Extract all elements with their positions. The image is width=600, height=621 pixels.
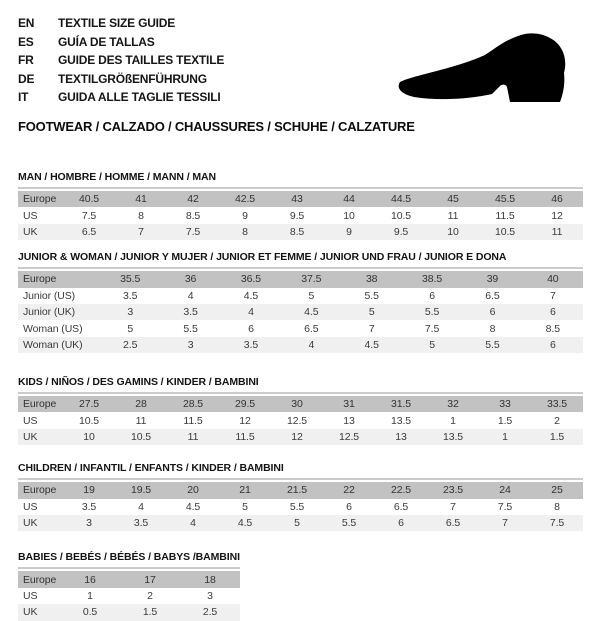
size-cell: 33.5 (546, 398, 568, 411)
size-table-junior-woman (18, 271, 583, 353)
row-label: Europe (23, 398, 57, 411)
size-cell: 11 (447, 209, 459, 222)
size-cell: 38 (365, 273, 378, 286)
size-cell: 39 (486, 273, 499, 286)
size-cell: 6.5 (81, 225, 97, 238)
size-cell: 7.5 (549, 517, 565, 530)
size-cell: 23.5 (442, 484, 464, 497)
size-cell: 21.5 (286, 484, 308, 497)
language-code: IT (18, 90, 29, 105)
size-cell: 12 (551, 209, 563, 222)
table-title-babies: BABIES / BEBÉS / BÉBÉS / BABYS /BAMBINI (18, 551, 240, 564)
size-row (18, 412, 583, 428)
size-cell: 5 (308, 289, 315, 302)
size-cell: 6.5 (393, 500, 409, 513)
size-cell: 28 (135, 398, 147, 411)
table-title-man: MAN / HOMBRE / HOMME / MANN / MAN (18, 170, 216, 183)
size-cell: 5.5 (424, 306, 440, 319)
size-cell: 13 (343, 414, 355, 427)
size-row (18, 588, 240, 604)
row-label: Europe (23, 193, 57, 206)
row-label: Junior (US) (23, 289, 75, 302)
size-cell: 10 (447, 225, 459, 238)
size-row (18, 320, 583, 336)
size-cell: 4 (248, 306, 254, 319)
size-cell: 10.5 (494, 225, 516, 238)
size-cell: 1 (502, 431, 508, 444)
size-cell: 6.5 (304, 322, 319, 335)
size-cell: 3 (86, 517, 92, 530)
size-cell: 4.5 (243, 289, 259, 302)
size-cell: 25 (551, 484, 563, 497)
size-cell: 44 (343, 193, 355, 206)
section-kids (18, 376, 583, 445)
size-cell: 41 (135, 193, 147, 206)
size-cell: 12.5 (286, 414, 308, 427)
size-cell: 11.5 (235, 431, 255, 444)
size-cell: 3.5 (183, 306, 198, 319)
section-babies (18, 551, 583, 620)
size-row (18, 515, 583, 531)
size-cell: 13.5 (390, 414, 412, 427)
row-label: Junior (UK) (23, 306, 75, 319)
size-cell: 10 (83, 431, 95, 444)
size-cell: 5 (368, 306, 375, 319)
size-cell: 6 (549, 306, 556, 319)
size-cell: 6 (429, 289, 435, 302)
row-label: US (23, 414, 38, 427)
language-label: TEXTILGRÖßENFÜHRUNG (58, 71, 207, 86)
size-cell: 36 (184, 273, 197, 286)
row-label: Europe (23, 273, 57, 286)
section-junior-woman (18, 251, 583, 353)
size-cell: 4 (190, 517, 196, 530)
size-cell: 3.5 (81, 500, 97, 513)
size-cell: 35.5 (120, 273, 141, 286)
size-cell: 1.5 (142, 606, 158, 619)
size-cell: 6 (398, 517, 404, 530)
size-cell: 43 (291, 193, 303, 206)
size-cell: 13.5 (442, 431, 464, 444)
section-man (18, 171, 583, 240)
size-table-man (18, 191, 583, 240)
size-cell: 2 (147, 590, 153, 603)
size-cell: 7 (549, 289, 556, 302)
table-top-rule (18, 392, 583, 394)
size-cell: 32 (447, 398, 459, 411)
size-cell: 7.5 (424, 322, 440, 335)
size-cell: 5.5 (289, 500, 305, 513)
size-cell: 11 (135, 414, 147, 427)
size-cell: 10.5 (130, 431, 152, 444)
size-cell: 3 (187, 338, 194, 351)
size-cell: 4 (308, 338, 315, 351)
size-row (18, 288, 583, 304)
size-cell: 4.5 (364, 338, 379, 351)
section-children (18, 462, 583, 531)
size-cell: 6 (346, 500, 352, 513)
size-cell: 6.5 (445, 517, 461, 530)
size-cell: 3.5 (243, 338, 259, 351)
size-cell: 11 (551, 225, 563, 238)
size-cell: 3 (127, 306, 134, 319)
size-row (18, 604, 240, 620)
size-cell: 3 (207, 590, 213, 603)
size-cell: 18 (204, 573, 216, 586)
row-label: Woman (US) (23, 322, 83, 335)
size-cell: 7 (502, 517, 508, 530)
size-cell: 46 (551, 193, 563, 206)
size-cell: 2 (554, 414, 560, 427)
size-cell: 27.5 (78, 398, 100, 411)
size-cell: 24 (499, 484, 511, 497)
size-cell: 2.5 (202, 606, 218, 619)
size-cell: 19 (83, 484, 95, 497)
size-cell: 7.5 (497, 500, 513, 513)
size-cell: 22 (343, 484, 355, 497)
size-cell: 22.5 (390, 484, 412, 497)
category-heading: FOOTWEAR / CALZADO / CHAUSSURES / SCHUHE / CALZATURE (18, 118, 415, 134)
language-code: DE (18, 71, 35, 86)
size-cell: 4 (187, 289, 194, 302)
size-cell: 1.5 (497, 414, 513, 427)
row-label: UK (23, 606, 38, 619)
size-cell: 5.5 (364, 289, 379, 302)
language-label: GUIDE DES TAILLES TEXTILE (58, 53, 225, 68)
size-cell: 36.5 (240, 273, 261, 286)
size-cell: 40 (547, 273, 559, 286)
table-title-children: CHILDREN / INFANTIL / ENFANTS / KINDER / BAMBINI (18, 462, 284, 475)
size-cell: 31 (343, 398, 355, 411)
size-cell: 9.5 (393, 225, 409, 238)
row-label: UK (23, 431, 38, 444)
row-label: UK (23, 517, 38, 530)
header-row (18, 482, 583, 498)
size-cell: 4 (138, 500, 144, 513)
size-cell: 9 (242, 209, 248, 222)
size-cell: 44.5 (390, 193, 412, 206)
size-cell: 7.5 (185, 225, 201, 238)
size-table-kids (18, 396, 583, 445)
size-cell: 12 (239, 414, 251, 427)
row-label: US (23, 500, 38, 513)
size-cell: 30 (291, 398, 303, 411)
header-row (18, 191, 583, 207)
size-cell: 11.5 (495, 209, 515, 222)
size-row (18, 304, 583, 320)
size-cell: 6.5 (485, 289, 500, 302)
row-label: US (23, 590, 38, 603)
size-cell: 7.5 (81, 209, 97, 222)
size-cell: 6 (549, 338, 556, 351)
size-cell: 10.5 (78, 414, 100, 427)
size-cell: 16 (84, 573, 96, 586)
size-cell: 28.5 (182, 398, 204, 411)
size-cell: 8.5 (545, 322, 560, 335)
size-cell: 4.5 (185, 500, 201, 513)
language-code: EN (18, 16, 35, 30)
size-cell: 19.5 (130, 484, 152, 497)
size-cell: 5 (242, 500, 248, 513)
size-cell: 11.5 (183, 414, 203, 427)
size-cell: 8 (138, 209, 144, 222)
table-top-rule (18, 478, 583, 480)
size-cell: 7 (368, 322, 375, 335)
header-row (18, 571, 240, 587)
language-code: ES (18, 34, 34, 49)
size-cell: 1.5 (549, 431, 565, 444)
size-cell: 42 (187, 193, 199, 206)
table-top-rule (18, 567, 240, 569)
header-row (18, 396, 583, 412)
size-cell: 12.5 (338, 431, 360, 444)
size-cell: 2.5 (123, 338, 138, 351)
size-cell: 9 (346, 225, 352, 238)
language-code: FR (18, 53, 34, 68)
size-cell: 21 (239, 484, 251, 497)
language-label: GUIDA ALLE TAGLIE TESSILI (58, 90, 221, 105)
size-cell: 5 (429, 338, 435, 351)
size-row (18, 207, 583, 223)
size-cell: 40.5 (78, 193, 100, 206)
size-cell: 5.5 (341, 517, 357, 530)
size-cell: 8 (242, 225, 248, 238)
table-top-rule (18, 187, 583, 189)
size-cell: 4.5 (304, 306, 319, 319)
size-table-babies (18, 571, 240, 620)
row-label: UK (23, 225, 38, 238)
size-cell: 45.5 (494, 193, 516, 206)
size-cell: 7 (138, 225, 144, 238)
size-cell: 8.5 (185, 209, 201, 222)
size-cell: 5 (127, 322, 134, 335)
table-title-junior-woman: JUNIOR & WOMAN / JUNIOR Y MUJER / JUNIOR ET FEMME / JUNIOR UND FRAU / JUNIOR E DONA (18, 251, 507, 264)
size-cell: 3.5 (133, 517, 149, 530)
size-cell: 0.5 (82, 606, 98, 619)
size-cell: 5.5 (485, 338, 500, 351)
size-cell: 6 (489, 306, 496, 319)
row-label: Europe (23, 484, 57, 497)
size-cell: 5.5 (183, 322, 198, 335)
size-cell: 1 (450, 414, 456, 427)
row-label: Woman (UK) (23, 338, 83, 351)
size-cell: 8 (554, 500, 560, 513)
size-cell: 11 (187, 431, 199, 444)
size-cell: 42.5 (234, 193, 256, 206)
size-cell: 31.5 (390, 398, 412, 411)
size-cell: 38.5 (422, 273, 443, 286)
size-cell: 37.5 (301, 273, 322, 286)
dress-shoe-icon (394, 30, 580, 106)
size-cell: 5 (294, 517, 300, 530)
size-cell: 20 (187, 484, 199, 497)
size-cell: 6 (248, 322, 254, 335)
row-label: US (23, 209, 38, 222)
size-cell: 1 (87, 590, 93, 603)
size-cell: 10.5 (390, 209, 412, 222)
size-row (18, 499, 583, 515)
size-cell: 33 (499, 398, 511, 411)
row-label: Europe (23, 573, 57, 586)
size-cell: 8 (489, 322, 496, 335)
language-label: GUÍA DE TALLAS (58, 34, 155, 49)
size-cell: 4.5 (237, 517, 253, 530)
size-cell: 10 (343, 209, 355, 222)
size-cell: 45 (447, 193, 459, 206)
size-table-children (18, 482, 583, 531)
table-title-kids: KIDS / NIÑOS / DES GAMINS / KINDER / BAMBINI (18, 376, 259, 389)
language-label: TEXTILE SIZE GUIDE (58, 16, 176, 30)
size-row (18, 429, 583, 445)
size-cell: 29.5 (234, 398, 256, 411)
size-cell: 17 (144, 573, 156, 586)
size-cell: 12 (291, 431, 303, 444)
size-cell: 3.5 (123, 289, 138, 302)
size-row (18, 224, 583, 240)
size-cell: 8.5 (289, 225, 305, 238)
size-cell: 9.5 (289, 209, 305, 222)
size-row (18, 337, 583, 353)
size-cell: 7 (450, 500, 456, 513)
size-cell: 13 (395, 431, 407, 444)
header-row (18, 271, 583, 287)
table-top-rule (18, 267, 583, 269)
